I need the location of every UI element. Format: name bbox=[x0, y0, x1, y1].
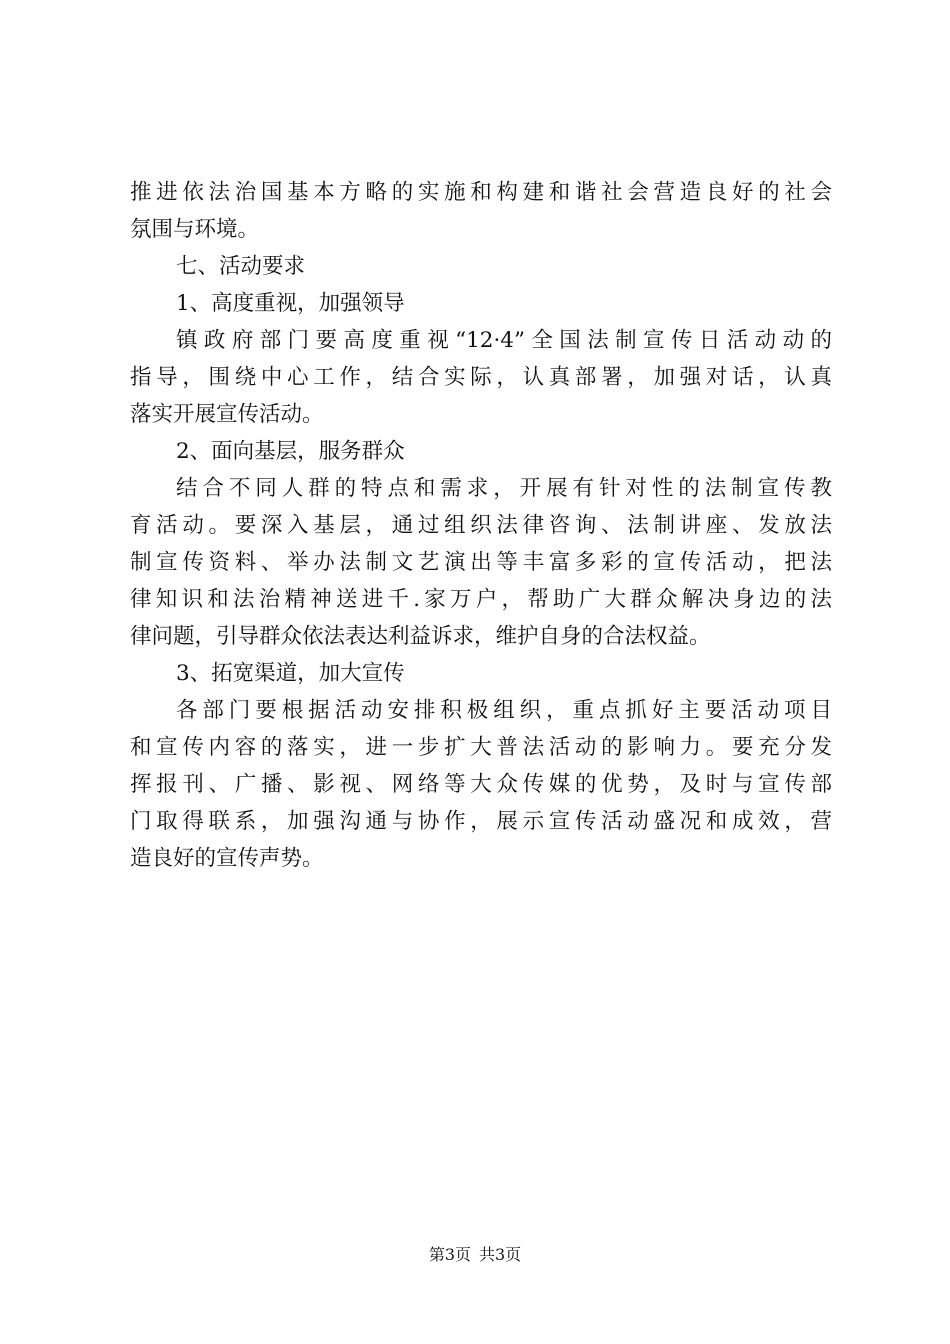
body-line: 氛围与环境。 bbox=[130, 217, 260, 242]
body-line: 律问题，引导群众依法表达利益诉求，维护自身的合法权益。 bbox=[130, 624, 711, 649]
page-footer bbox=[0, 1243, 950, 1267]
body-line: 结合不同人群的特点和需求，开展有针对性的法制宣传教 bbox=[176, 476, 832, 501]
body-line: 挥报刊、广播、影视、网络等大众传媒的优势，及时与宣传部 bbox=[130, 772, 832, 797]
body-line: 育活动。要深入基层，通过组织法律咨询、法制讲座、发放法 bbox=[130, 513, 832, 538]
body-line: 镇政府部门要高度重视“12·4”全国法制宣传日活动动的 bbox=[176, 328, 832, 353]
body-line: 造良好的宣传声势。 bbox=[130, 846, 324, 871]
body-line: 指导，围绕中心工作，结合实际，认真部署，加强对话，认真 bbox=[130, 365, 832, 390]
page-total: 共3页 bbox=[479, 1245, 522, 1264]
body-line: 制宣传资料、举办法制文艺演出等丰富多彩的宣传活动，把法 bbox=[130, 550, 832, 575]
body-line: 推进依法治国基本方略的实施和构建和谐社会营造良好的社会 bbox=[130, 180, 832, 205]
body-line: 落实开展宣传活动。 bbox=[130, 402, 324, 427]
page-number: 第3页 bbox=[428, 1245, 471, 1264]
section-heading: 七、活动要求 bbox=[176, 254, 306, 279]
document-body bbox=[130, 174, 832, 877]
body-line: 律知识和法治精神送进千.家万户，帮助广大群众解决身边的法 bbox=[130, 587, 832, 612]
subsection-heading: 3、拓宽渠道，加大宣传 bbox=[176, 661, 405, 686]
subsection-heading: 2、面向基层，服务群众 bbox=[176, 439, 405, 464]
subsection-heading: 1、高度重视，加强领导 bbox=[176, 291, 405, 316]
body-line: 各部门要根据活动安排积极组织，重点抓好主要活动项目 bbox=[176, 698, 832, 723]
body-line: 和宣传内容的落实，进一步扩大普法活动的影响力。要充分发 bbox=[130, 735, 832, 760]
body-line: 门取得联系，加强沟通与协作，展示宣传活动盛况和成效，营 bbox=[130, 809, 832, 834]
